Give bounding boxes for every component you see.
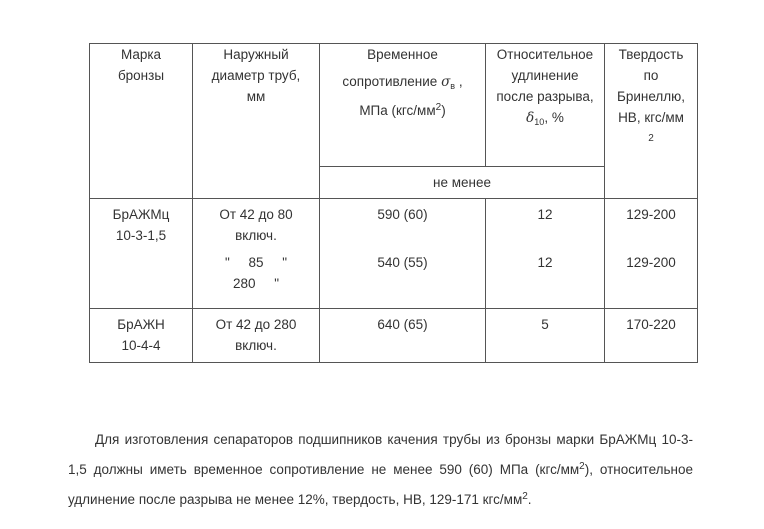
cell-strength: 640 (65) bbox=[320, 309, 486, 363]
header-grade: Марка бронзы bbox=[90, 44, 193, 199]
cell-hardness: 129-200 129-200 bbox=[605, 199, 698, 309]
cell-elongation: 5 bbox=[486, 309, 605, 363]
cell-diameter: От 42 до 280 включ. bbox=[193, 309, 320, 363]
cell-grade-brazhmts: БрАЖМц 10-3-1,5 bbox=[90, 199, 193, 309]
header-hardness: Твердость по Бринеллю, НВ, кгс/мм $^2$ bbox=[605, 44, 698, 199]
requirements-paragraph: Для изготовления сепараторов подшипников качения трубы из бронзы марки БрАЖМц 10-3-1,5 должны иметь временное сопротивление не менее 590 (60) МПа $(кгс/мм^2)$, относительное удлинение после разрыва не менее 12%, твердость, НВ, 129-171 кгс/$мм^2$. bbox=[68, 432, 694, 507]
cell-strength: 590 (60) 540 (55) bbox=[320, 199, 486, 309]
cell-grade-brazhn: БрАЖН 10-4-4 bbox=[90, 309, 193, 363]
header-elongation: Относительное удлинение после разрыва, $\delta_{10}$, % bbox=[486, 44, 605, 167]
cell-hardness: 170-220 bbox=[605, 309, 698, 363]
cell-diameter: От 42 до 80 включ. " 85 " 280 " bbox=[193, 199, 320, 309]
delta-symbol: δ bbox=[526, 110, 535, 126]
cell-elongation: 12 12 bbox=[486, 199, 605, 309]
bronze-spec-table bbox=[89, 43, 698, 363]
header-not-less: не менее bbox=[320, 167, 605, 199]
header-tensile-strength: Временное сопротивление $\sigma_в$ , МПа $(кгс/мм^2)$ bbox=[320, 44, 486, 167]
sigma-symbol: σ bbox=[441, 74, 451, 90]
header-diameter: Наружный диаметр труб, мм bbox=[193, 44, 320, 199]
